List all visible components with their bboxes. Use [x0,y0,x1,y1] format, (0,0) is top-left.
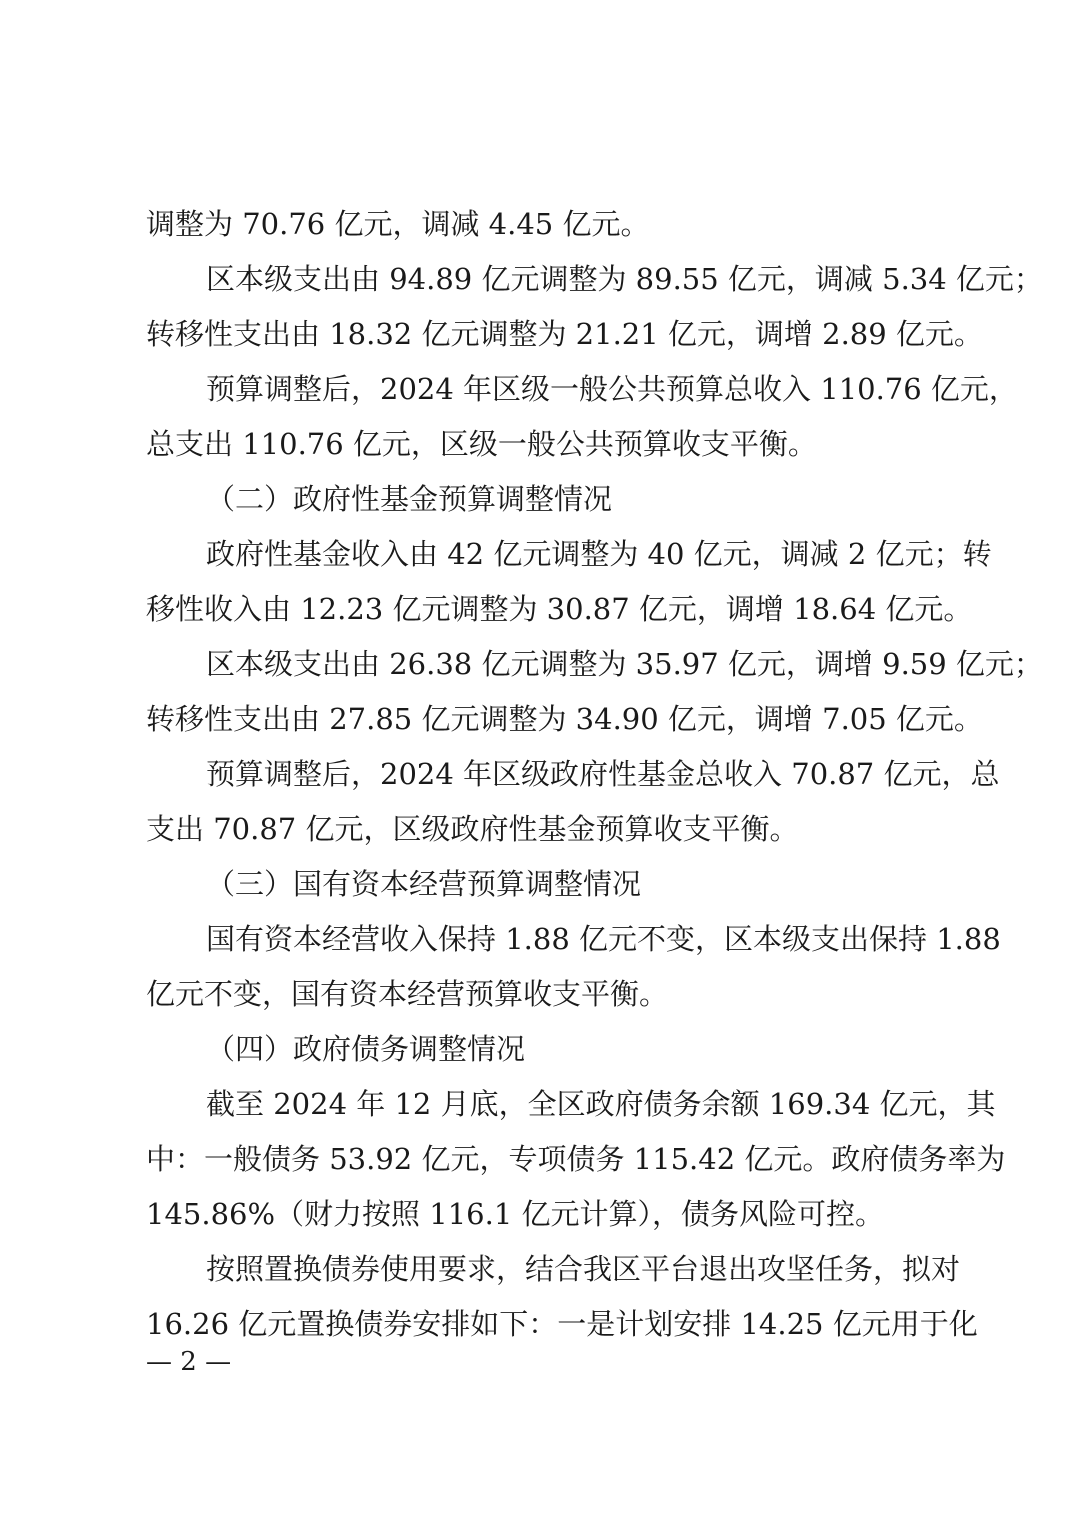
page-number: — 2 — [146,1347,232,1377]
paragraph-line: 国有资本经营收入保持 1.88 亿元不变，区本级支出保持 1.88 [206,922,1001,956]
section-heading: （四）政府债务调整情况 [206,1032,526,1066]
text-line: 145.86%（财力按照 116.1 亿元计算），债务风险可控。 [146,1197,884,1231]
paragraph-line: 截至 2024 年 12 月底，全区政府债务余额 169.34 亿元，其 [206,1087,996,1121]
section-heading: （三）国有资本经营预算调整情况 [206,867,642,901]
paragraph-line: 预算调整后，2024 年区级政府性基金总收入 70.87 亿元，总 [206,757,1000,791]
text-line: 总支出 110.76 亿元，区级一般公共预算收支平衡。 [146,427,817,461]
text-line: 转移性支出由 27.85 亿元调整为 34.90 亿元，调增 7.05 亿元。 [146,702,983,736]
text-line: 亿元不变，国有资本经营预算收支平衡。 [146,977,669,1011]
text-line: 16.26 亿元置换债券安排如下：一是计划安排 14.25 亿元用于化 [146,1307,978,1341]
text-line: 中：一般债务 53.92 亿元，专项债务 115.42 亿元。政府债务率为 [146,1142,1006,1176]
paragraph-line: 预算调整后，2024 年区级一般公共预算总收入 110.76 亿元， [206,372,1018,406]
paragraph-line: 按照置换债券使用要求，结合我区平台退出攻坚任务，拟对 [206,1252,961,1286]
section-heading: （二）政府性基金预算调整情况 [206,482,613,516]
paragraph-line: 政府性基金收入由 42 亿元调整为 40 亿元，调减 2 亿元；转 [206,537,992,571]
text-line: 支出 70.87 亿元，区级政府性基金预算收支平衡。 [146,812,799,846]
text-line: 移性收入由 12.23 亿元调整为 30.87 亿元，调增 18.64 亿元。 [146,592,973,626]
text-line: 调整为 70.76 亿元，调减 4.45 亿元。 [146,207,650,241]
paragraph-line: 区本级支出由 26.38 亿元调整为 35.97 亿元，调增 9.59 亿元； [206,647,1043,681]
text-line: 转移性支出由 18.32 亿元调整为 21.21 亿元，调增 2.89 亿元。 [146,317,983,351]
paragraph-line: 区本级支出由 94.89 亿元调整为 89.55 亿元，调减 5.34 亿元； [206,262,1043,296]
